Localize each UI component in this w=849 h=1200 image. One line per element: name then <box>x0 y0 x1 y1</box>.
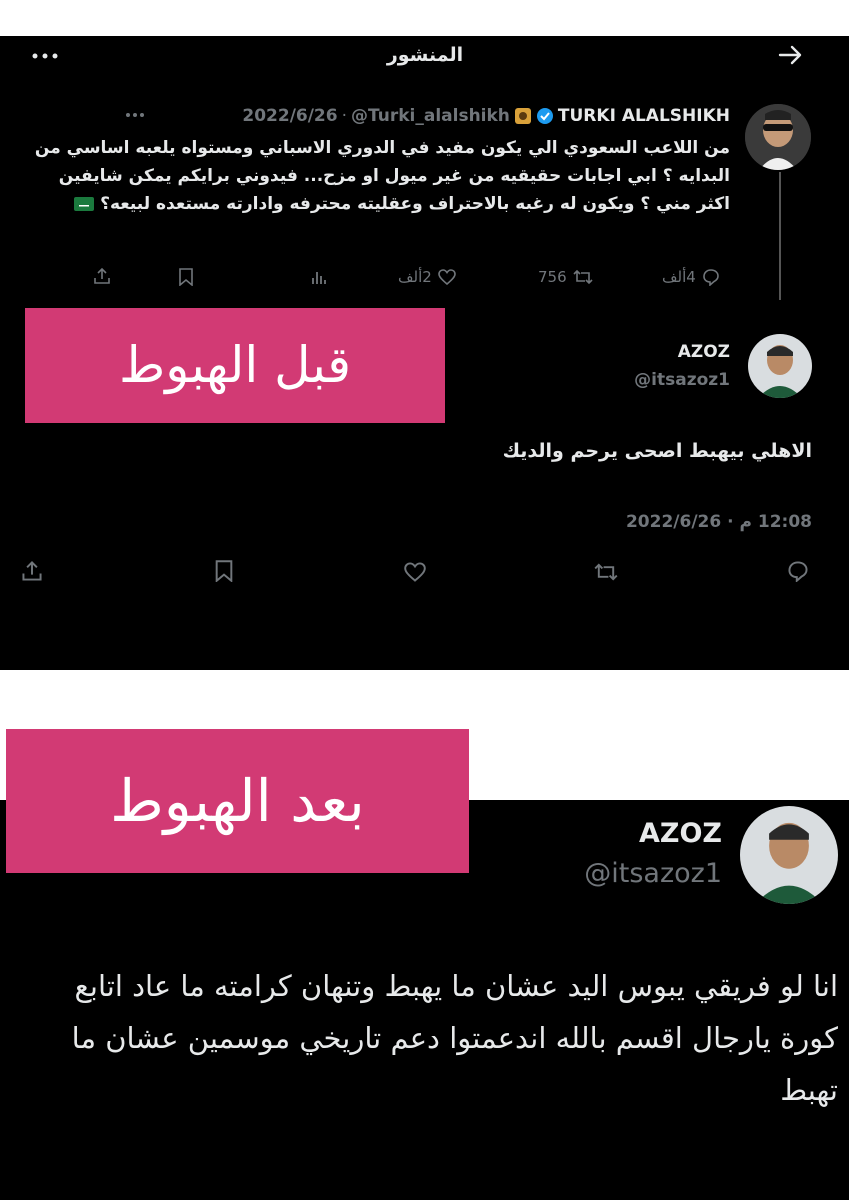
avatar[interactable] <box>745 104 811 170</box>
retweet-action[interactable]: 756 <box>538 268 593 286</box>
display-name[interactable]: TURKI ALALSHIKH <box>557 106 730 126</box>
views-icon[interactable] <box>311 269 327 285</box>
share-icon[interactable] <box>93 267 111 285</box>
verified-badge-icon <box>536 107 554 125</box>
tweet-date: 2022/6/26 <box>242 106 338 126</box>
like-action[interactable]: 2ألف <box>398 268 456 286</box>
before-relegation-banner: قبل الهبوط <box>25 308 445 423</box>
top-strip <box>0 0 849 36</box>
reply-tweet-bookmark-icon[interactable] <box>214 560 234 582</box>
after-avatar[interactable] <box>740 806 838 904</box>
retweet-icon <box>573 269 593 285</box>
tweet-more-icon[interactable] <box>125 112 145 118</box>
organization-badge-icon <box>514 107 532 125</box>
reply-display-name[interactable]: AZOZ <box>677 342 730 362</box>
reply-tweet-text: الاهلي بيهبط اصحى يرحم والديك <box>502 440 812 462</box>
after-tweet-text: انا لو فريقي يبوس اليد عشان ما يهبط وتنهان كرامته ما عاد اتابع كورة يارجال اقسم بالله اندعمتوا دعم تاريخي موسمين عشان ما تهبط <box>71 969 838 1107</box>
bookmark-icon[interactable] <box>178 268 194 286</box>
thread-line <box>779 172 781 300</box>
saudi-flag-icon <box>74 197 94 211</box>
more-horizontal-icon[interactable] <box>32 52 58 60</box>
reply-avatar[interactable] <box>748 334 812 398</box>
separator: · <box>341 106 347 126</box>
reply-action[interactable]: 4ألف <box>662 268 720 286</box>
after-handle[interactable]: @itsazoz1 <box>584 858 722 889</box>
reply-tweet-share-icon[interactable] <box>21 560 43 582</box>
reply-timestamp: 12:08 م · 2022/6/26 <box>625 512 812 532</box>
arrow-right-icon[interactable] <box>778 44 804 66</box>
reply-icon <box>702 268 720 286</box>
quoted-tweet-header <box>150 103 730 129</box>
quoted-tweet-text: من اللاعب السعودي الي يكون مفيد في الدوري الاسباني ومستواه يلعبه اساسي من البدايه ؟ ابي اجابات حقيقيه من غير ميول او مزح... فيدوني برايكم يمكن شايفين اكثر مني ؟ ويكون له رغبه بالاحتراف وعقليته محترفه وادارته مستعده لبيعه؟ <box>34 138 730 214</box>
handle[interactable]: @Turki_alalshikh <box>351 106 510 126</box>
reply-tweet-heart-icon[interactable] <box>404 562 426 582</box>
heart-icon <box>438 269 456 285</box>
page-title: المنشور <box>386 44 464 66</box>
reply-tweet-retweet-icon[interactable] <box>594 562 618 582</box>
reply-handle[interactable]: @itsazoz1 <box>634 370 730 390</box>
after-display-name[interactable]: AZOZ <box>638 818 722 849</box>
after-relegation-banner: بعد الهبوط <box>6 729 469 873</box>
reply-tweet-reply-icon[interactable] <box>787 560 809 582</box>
